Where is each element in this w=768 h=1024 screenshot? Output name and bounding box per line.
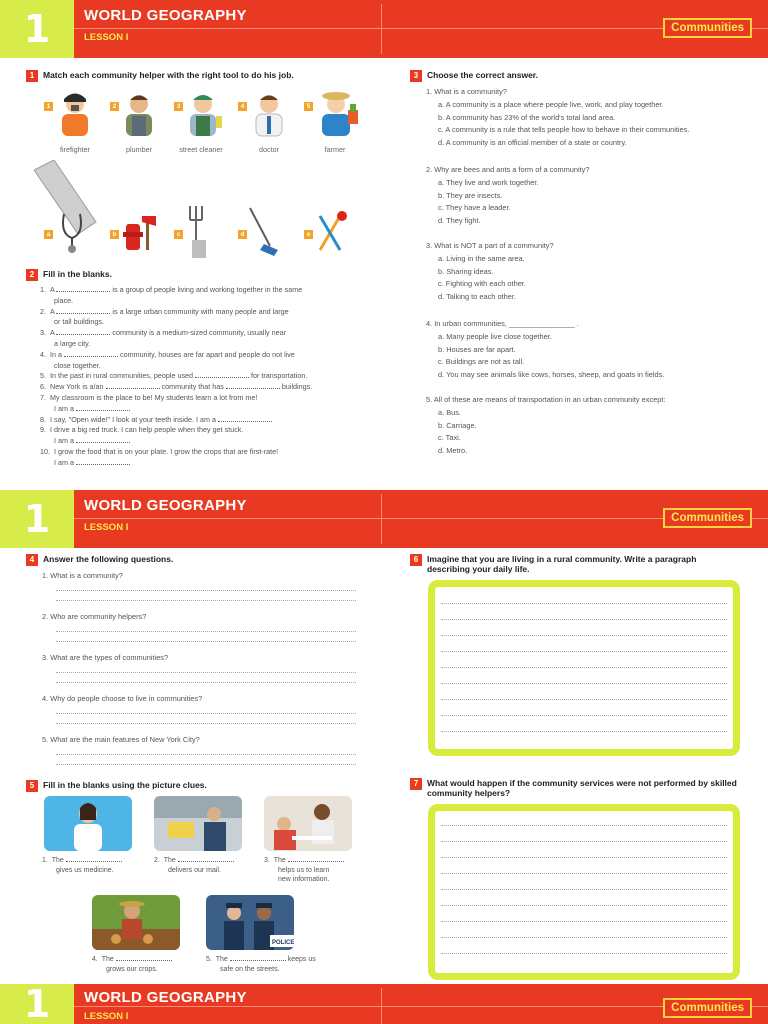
- answer-line[interactable]: [56, 713, 356, 714]
- answer-option[interactable]: d. You may see animals like cows, horses, sheep, and goats in fields.: [438, 370, 665, 380]
- header-title: WORLD GEOGRAPHY: [84, 989, 247, 1006]
- section-2-heading: 2 Fill in the blanks.: [26, 269, 112, 281]
- tool-tag-d: d: [238, 230, 247, 239]
- farmer-icon: [312, 88, 362, 138]
- mail-carrier-photo: [154, 796, 242, 851]
- answer-blank[interactable]: [56, 291, 110, 292]
- helper-tag-3: 3: [174, 102, 183, 111]
- blank-item-1: 1. A is a group of people living and working together in the same place.: [40, 285, 303, 305]
- answer-option[interactable]: b. Carriage.: [438, 420, 477, 430]
- blank-item-7: 7. My classroom is the place to be! My students learn a lot from me! I am a: [40, 392, 258, 413]
- answer-line[interactable]: [56, 600, 356, 601]
- answer-option[interactable]: d. Talking to each other.: [438, 292, 516, 302]
- question-5: 5. What are the main features of New York City?: [42, 735, 200, 744]
- answer-option[interactable]: a. They live and work together.: [438, 177, 539, 187]
- header-lesson: LESSON I: [84, 32, 129, 43]
- lesson-number: 1: [0, 490, 74, 548]
- header-lesson: LESSON I: [84, 1011, 129, 1022]
- picture-clue-3: 3. The helps us to learn new information.: [264, 856, 364, 885]
- answer-option[interactable]: a. Living in the same area.: [438, 253, 525, 263]
- blank-item-5: 5. In the past in rural communities, people used for transportation.: [40, 371, 308, 381]
- teacher-photo: [264, 796, 352, 851]
- helper-label-doctor: doctor: [259, 145, 279, 154]
- blank-item-8: 8. I say, "Open wide!" I look at your teeth inside. I am a: [40, 415, 370, 426]
- tool-tag-c: c: [174, 230, 183, 239]
- hydrant-axe-icon: [120, 212, 164, 254]
- helper-tag-5: 5: [304, 102, 313, 111]
- worksheet-page-1: [0, 0, 768, 490]
- section-7-heading: 7 What would happen if the community services were not performed by skilled community helpers?: [410, 778, 755, 798]
- helper-label-plumber: plumber: [126, 145, 152, 154]
- answer-option[interactable]: b. They are insects.: [438, 190, 503, 200]
- answer-blank[interactable]: [106, 388, 160, 389]
- tool-tag-e: e: [304, 230, 313, 239]
- blank-item-4: 4. In a community, houses are far apart and people do not live close together.: [40, 349, 295, 370]
- blank-item-2: 2. A is a large urban community with many people and large or tall buildings.: [40, 306, 289, 327]
- answer-blank[interactable]: [288, 861, 344, 862]
- answer-option[interactable]: d. They fight.: [438, 216, 481, 226]
- header-topic-badge: Communities: [663, 18, 752, 38]
- picture-clue-5: 5. The keeps us safe on the streets.: [206, 956, 316, 973]
- answer-option[interactable]: d. A community is an official member of a state or country.: [438, 138, 627, 148]
- section-1-heading: 1 Match each community helper with the right tool to do his job.: [26, 70, 294, 82]
- answer-line[interactable]: [56, 631, 356, 632]
- multiple-choice-4: 4. In urban communities, ________________ . a. Many people live close together. b. Houses are far apart. c. Buildings are not as tall. d. You may see animals like cows, horses, sheep, and goats in fields.: [426, 318, 756, 382]
- plumber-icon: [116, 88, 162, 138]
- multiple-choice-5: 5. All of these are means of transportation in an urban community except: a. Bus. b. Carriage. c. Taxi. d. Metro.: [426, 394, 756, 458]
- answer-blank[interactable]: [178, 861, 234, 862]
- section-6-heading: 6 Imagine that you are living in a rural community. Write a paragraph describing your daily life.: [410, 554, 750, 574]
- police-photo: [206, 895, 294, 950]
- helper-tag-4: 4: [238, 102, 247, 111]
- answer-option[interactable]: c. Fighting with each other.: [438, 279, 526, 289]
- doctor-icon: [246, 88, 292, 138]
- answer-option[interactable]: b. Sharing ideas.: [438, 266, 494, 276]
- answer-line[interactable]: [56, 590, 356, 591]
- answer-line[interactable]: [56, 672, 356, 673]
- header-title: WORLD GEOGRAPHY: [84, 497, 247, 514]
- blank-item-3: 3. A community is a medium-sized community, usually near a large city.: [40, 328, 287, 348]
- answer-blank[interactable]: [226, 388, 280, 389]
- answer-option[interactable]: a. Many people live close together.: [438, 331, 552, 341]
- multiple-choice-3: 3. What is NOT a part of a community? a. Living in the same area. b. Sharing ideas. c. Fighting with each other. d. Talking to each other.: [426, 240, 756, 304]
- answer-option[interactable]: c. Buildings are not as tall.: [438, 357, 525, 367]
- picture-clue-4: 4. The grows our crops.: [92, 955, 202, 974]
- helper-tag-2: 2: [110, 102, 119, 111]
- worksheet-page-2: [0, 490, 768, 984]
- helper-label-street-cleaner: street cleaner: [179, 145, 223, 154]
- plunger-wrench-icon: [314, 210, 348, 256]
- answer-option[interactable]: c. They have a leader.: [438, 203, 511, 213]
- multiple-choice-2: 2. Why are bees and ants a form of a community? a. They live and work together. b. They are insects. c. They have a leader. d. They fight.: [426, 164, 756, 228]
- answer-option[interactable]: b. Houses are far apart.: [438, 344, 516, 354]
- picture-clue-2: 2. The delivers our mail.: [154, 856, 254, 875]
- helper-label-firefighter: firefighter: [60, 145, 90, 154]
- answer-blank[interactable]: [76, 442, 130, 443]
- answer-line[interactable]: [56, 682, 356, 683]
- answer-line[interactable]: [56, 764, 356, 765]
- answer-option[interactable]: d. Metro.: [438, 446, 468, 456]
- answer-option[interactable]: c. A community is a rule that tells people how to behave in their communities.: [438, 125, 690, 135]
- blank-item-9: 9. I drive a big red truck. I can help people when they get stuck. I am a: [40, 425, 244, 446]
- question-1: 1. What is a community?: [42, 571, 123, 580]
- helper-label-farmer: farmer: [324, 145, 346, 154]
- answer-option[interactable]: b. A community has 23% of the world's total land area.: [438, 112, 616, 122]
- question-4: 4. Why do people choose to live in communities?: [42, 694, 203, 703]
- answer-blank[interactable]: [230, 960, 286, 961]
- header-topic-badge: Communities: [663, 508, 752, 528]
- section-5-heading: 5 Fill in the blanks using the picture clues.: [26, 780, 207, 792]
- answer-blank[interactable]: [218, 421, 272, 422]
- picture-clue-1: 1. The gives us medicine.: [42, 856, 142, 875]
- header-topic-badge: Communities: [663, 998, 752, 1018]
- firefighter-icon: [52, 88, 98, 138]
- answer-blank[interactable]: [56, 313, 110, 314]
- page-header: [0, 984, 768, 1024]
- question-3: 3. What are the types of communities?: [42, 653, 169, 662]
- answer-blank[interactable]: [56, 334, 110, 335]
- answer-blank[interactable]: [76, 464, 130, 465]
- section-3-heading: 3 Choose the correct answer.: [410, 70, 538, 82]
- blank-item-6: 6. New York is a/an community that has buildings.: [40, 382, 313, 392]
- page-header: [0, 0, 768, 58]
- street-cleaner-icon: [180, 88, 226, 138]
- pitchfork-icon: [184, 204, 212, 258]
- stethoscope-icon: [56, 210, 90, 254]
- section-4-heading: 4 Answer the following questions.: [26, 554, 173, 566]
- paragraph-box-rural-life[interactable]: [428, 580, 740, 756]
- answer-blank[interactable]: [116, 960, 172, 961]
- answer-line[interactable]: [56, 754, 356, 755]
- answer-option[interactable]: c. Taxi.: [438, 433, 461, 443]
- header-lesson: LESSON I: [84, 522, 129, 533]
- tool-tag-b: b: [110, 230, 119, 239]
- helper-tag-1: 1: [44, 102, 53, 111]
- broom-icon: [246, 206, 280, 256]
- answer-option[interactable]: a. Bus.: [438, 407, 462, 417]
- multiple-choice-1: 1. What is a community? a. A community is a place where people live, work, and play together. b. A community has 23% of the world's total land area. c. A community is a rule that tells people how to behave in their communities. d. A community is an official member of a state or country.: [426, 86, 756, 150]
- lesson-number: 1: [0, 0, 74, 58]
- answer-blank[interactable]: [64, 356, 118, 357]
- paragraph-box-community-services[interactable]: [428, 804, 740, 980]
- tool-tag-a: a: [44, 230, 53, 239]
- farmer-photo: [92, 895, 180, 950]
- header-title: WORLD GEOGRAPHY: [84, 7, 247, 24]
- page-header: [0, 490, 768, 548]
- answer-line[interactable]: [56, 641, 356, 642]
- answer-blank[interactable]: [195, 377, 249, 378]
- question-2: 2. Who are community helpers?: [42, 612, 147, 621]
- answer-line[interactable]: [56, 723, 356, 724]
- police-sign-text: POLICE: [272, 940, 294, 946]
- answer-blank[interactable]: [76, 410, 130, 411]
- answer-option[interactable]: a. A community is a place where people live, work, and play together.: [438, 99, 664, 109]
- doctor-photo: [44, 796, 132, 851]
- lesson-number: 1: [0, 984, 74, 1024]
- answer-blank[interactable]: [66, 861, 122, 862]
- fill-blanks-list: [40, 285, 370, 469]
- blank-item-10: 10. I grow the food that is on your plate. I grow the crops that are first-rate! I am a: [40, 446, 279, 467]
